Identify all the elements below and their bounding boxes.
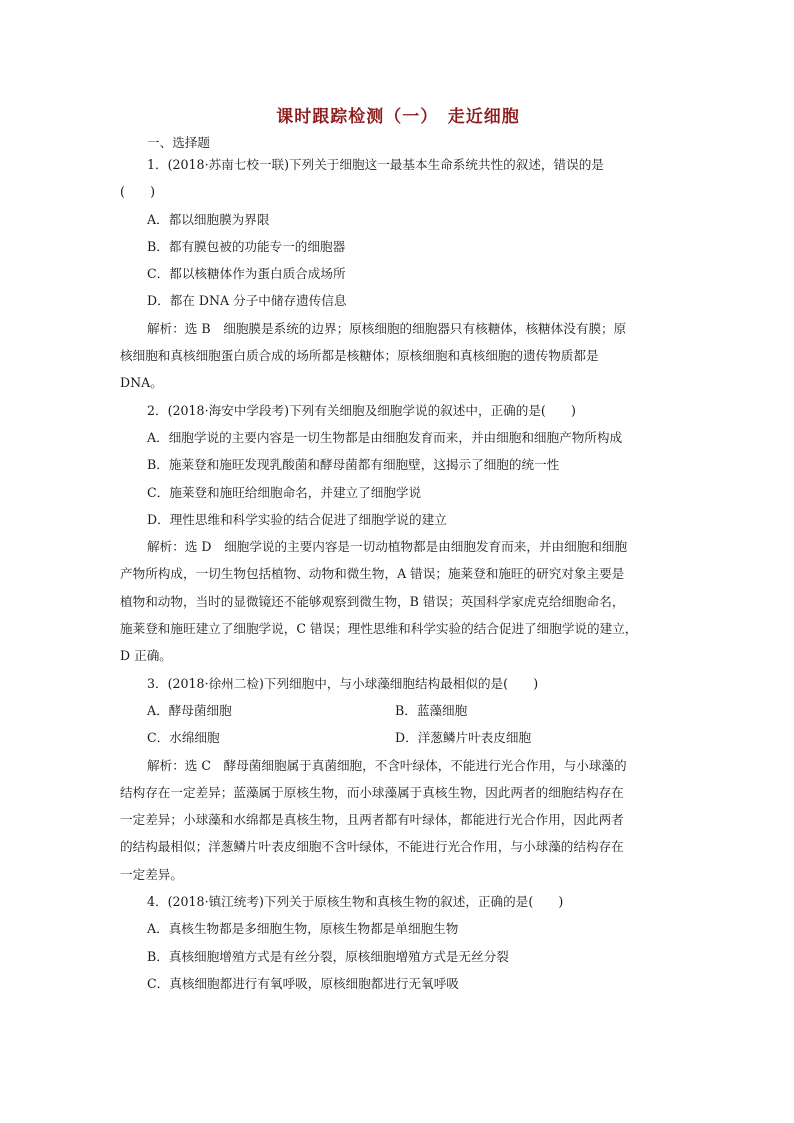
option-a: A．都以细胞膜为界限 [147, 211, 270, 227]
option-c: C．真核细胞都进行有氧呼吸，原核细胞都进行无氧呼吸 [147, 975, 459, 991]
option-a: A．酵母菌细胞 [147, 702, 232, 718]
question-4 [120, 888, 676, 997]
question-stem: 2．(2018·海安中学段考)下列有关细胞及细胞学说的叙述中，正确的是( ) [147, 402, 576, 418]
analysis-line: 解析：选 B 细胞膜是系统的边界；原核细胞的细胞器只有核糖体，核糖体没有膜；原 [147, 320, 627, 336]
analysis-line: 植物和动物，当时的显微镜还不能够观察到微生物，B 错误；英国科学家虎克给细胞命名， [120, 593, 625, 609]
question-3 [120, 670, 676, 888]
question-stem: 3．(2018·徐州二检)下列细胞中，与小球藻细胞结构最相似的是( ) [147, 675, 539, 691]
option-b: B．都有膜包被的功能专一的细胞器 [147, 238, 346, 254]
section-heading: 一、选择题 [147, 135, 210, 150]
question-1 [120, 151, 676, 397]
option-b: B．真核细胞增殖方式是有丝分裂，原核细胞增殖方式是无丝分裂 [147, 948, 509, 964]
analysis-line: 结构存在一定差异；蓝藻属于原核生物，而小球藻属于真核生物，因此两者的细胞结构存在 [120, 784, 624, 800]
analysis-line: D 正确。 [120, 648, 172, 664]
option-d: D．理性思维和科学实验的结合促进了细胞学说的建立 [147, 511, 447, 527]
analysis-line: 的结构最相似；洋葱鳞片叶表皮细胞不含叶绿体，不能进行光合作用，与小球藻的结构存在 [120, 839, 624, 855]
question-2 [120, 397, 676, 670]
question-stem: 4．(2018·镇江统考)下列关于原核生物和真核生物的叙述，正确的是( ) [147, 894, 564, 910]
analysis-line: 一定差异。 [120, 866, 183, 882]
analysis-line: DNA。 [120, 375, 163, 391]
analysis-line: 解析：选 D 细胞学说的主要内容是一切动植物都是由细胞发育而来，并由细胞和细胞 [147, 539, 628, 555]
option-row [120, 724, 676, 751]
option-c: C．水绵细胞 [147, 730, 220, 746]
option-d: D．洋葱鳞片叶表皮细胞 [395, 730, 532, 746]
option-b: B．施莱登和施旺发现乳酸菌和酵母菌都有细胞壁，这揭示了细胞的统一性 [147, 457, 560, 473]
option-c: C．都以核糖体作为蛋白质合成场所 [147, 266, 346, 282]
analysis-line: 解析：选 C 酵母菌细胞属于真菌细胞，不含叶绿体，不能进行光合作用，与小球藻的 [147, 757, 627, 773]
option-row [120, 697, 676, 724]
option-b: B．蓝藻细胞 [395, 702, 468, 718]
question-stem: ( ) [120, 184, 156, 200]
option-d: D．都在 DNA 分子中储存遗传信息 [147, 293, 347, 309]
option-c: C．施莱登和施旺给细胞命名，并建立了细胞学说 [147, 484, 422, 500]
option-a: A．细胞学说的主要内容是一切生物都是由细胞发育而来，并由细胞和细胞产物所构成 [147, 429, 623, 445]
analysis-line: 产物所构成，一切生物包括植物、动物和微生物，A 错误；施莱登和施旺的研究对象主要是 [120, 566, 625, 582]
analysis-line: 一定差异；小球藻和水绵都是真核生物，且两者都有叶绿体，都能进行光合作用，因此两者 [120, 812, 624, 828]
document-page [120, 100, 676, 997]
option-a: A．真核生物都是多细胞生物，原核生物都是单细胞生物 [147, 921, 459, 937]
question-stem: 1．(2018·苏南七校一联)下列关于细胞这一最基本生命系统共性的叙述，错误的是 [147, 157, 604, 172]
analysis-line: 核细胞和真核细胞蛋白质合成的场所都是核糖体；原核细胞和真核细胞的遗传物质都是 [120, 348, 599, 364]
page-title: 课时跟踪检测（一） 走近细胞 [276, 107, 520, 127]
analysis-line: 施莱登和施旺建立了细胞学说，C 错误；理性思维和科学实验的结合促进了细胞学说的建立， [120, 621, 638, 637]
